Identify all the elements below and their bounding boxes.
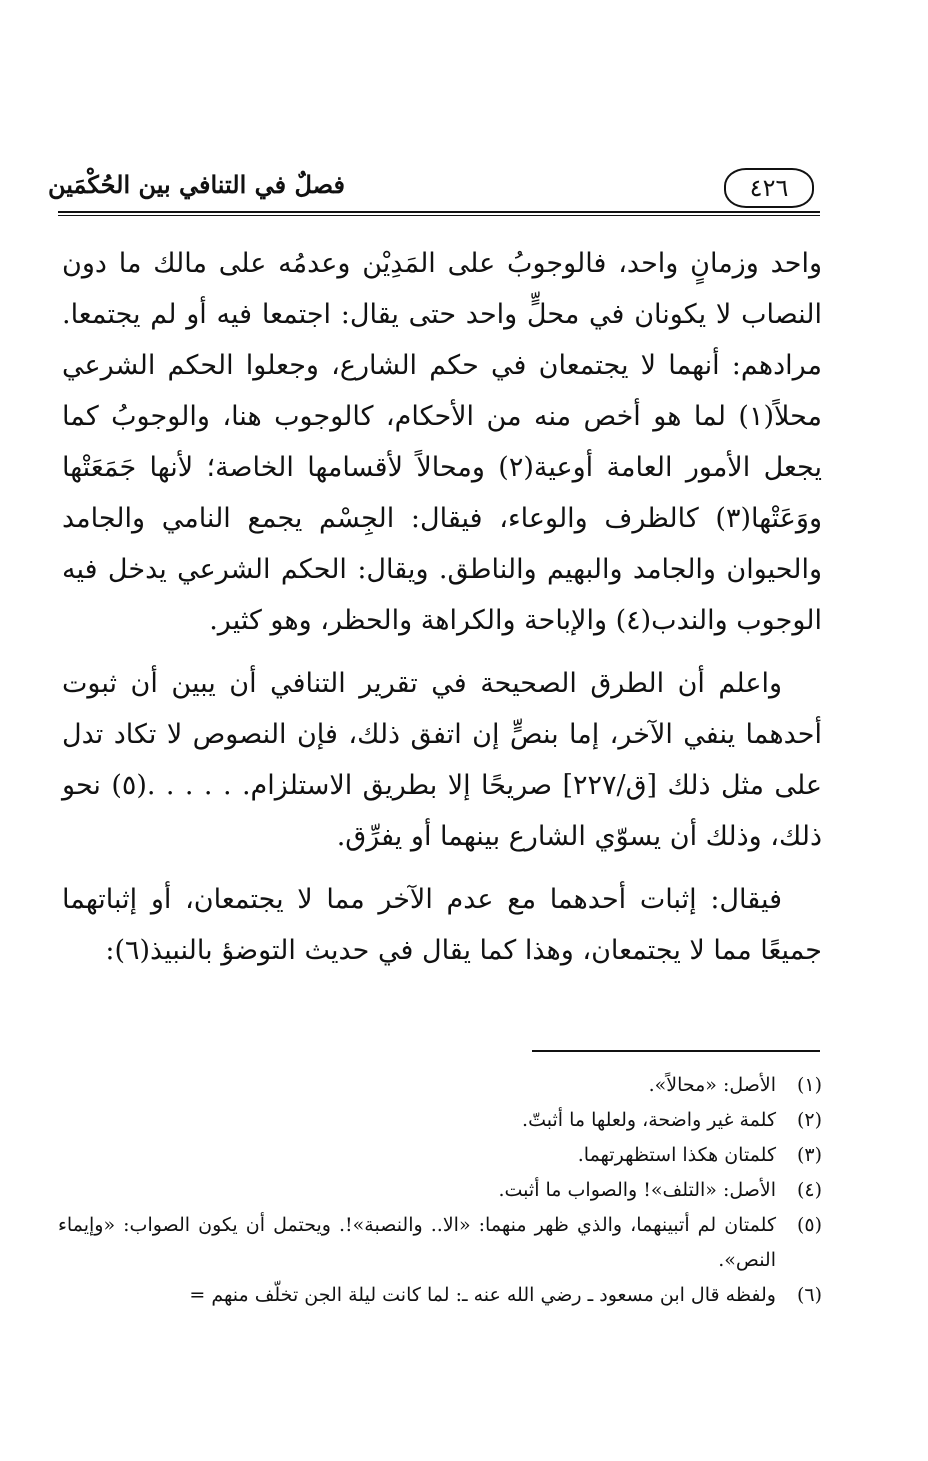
footnote: [58, 1068, 822, 1103]
main-text: [62, 238, 822, 976]
footnotes: [58, 1068, 822, 1313]
footnote: [58, 1173, 822, 1208]
footnote-number: (١): [796, 1074, 822, 1096]
footnote-number: (٤): [796, 1179, 822, 1201]
header-rule: [58, 211, 820, 213]
footnote: [58, 1278, 822, 1313]
footnote-number: (٦): [796, 1284, 822, 1306]
paragraph: واحد وزمانٍ واحد، فالوجوبُ على المَدِيْن وعدمُه على مالك ما دون النصاب لا يكونان في محلٍّ واحد حتى يقال: اجتمعا فيه أو لم يجتمعا. مرادهم: أنهما لا يجتمعان في حكم الشارع، وجعلوا الحكم الشرعي محلاً(١) لما هو أخص منه من الأحكام، كالوجوب هنا، والوجوبُ كما يجعل الأمور العامة أوعية(٢) ومحالاً لأقسامها الخاصة؛ لأنها جَمَعَتْها ووَعَتْها(٣) كالظرف والوعاء، فيقال: الجِسْم يجمع النامي والجامد والحيوان والجامد والبهيم والناطق. ويقال: الحكم الشرعي يدخل فيه الوجوب والندب(٤) والإباحة والكراهة والحظر، وهو كثير.: [62, 248, 822, 636]
footnote-text: الأصل: «التلف»! والصواب ما أثبت.: [498, 1179, 776, 1201]
paragraph: فيقال: إثبات أحدهما مع عدم الآخر مما لا يجتمعان، أو إثباتهما جميعًا مما لا يجتمعان، وهذا كما يقال في حديث التوضؤ بالنبيذ(٦):: [62, 884, 822, 966]
page-header: [40, 168, 822, 212]
header-rule-thin: [58, 215, 820, 216]
footnote-text: كلمتان هكذا استظهرتهما.: [577, 1144, 776, 1166]
footnote-text: ولفظه قال ابن مسعود ـ رضي الله عنه ـ: لما كانت ليلة الجن تخلّف منهم =: [189, 1284, 776, 1306]
paragraph: واعلم أن الطرق الصحيحة في تقرير التنافي أن يبين أن ثبوت أحدهما ينفي الآخر، إما بنصٍّ إن اتفق ذلك، فإن النصوص لا تكاد تدل على مثل ذلك [ق/٢٢٧] صريحًا إلا بطريق الاستلزام. . . . . .(٥) نحو ذلك، وذلك أن يسوّي الشارع بينهما أو يفرِّق.: [62, 668, 822, 852]
footnote: [58, 1138, 822, 1173]
footnote-number: (٥): [796, 1214, 822, 1236]
footnote-separator: [532, 1050, 820, 1052]
footnote-text: كلمة غير واضحة، ولعلها ما أثبتّ.: [522, 1109, 776, 1131]
footnote-number: (٢): [796, 1109, 822, 1131]
footnote-number: (٣): [796, 1144, 822, 1166]
page-number: ٤٢٦: [724, 168, 814, 208]
footnote: [58, 1103, 822, 1138]
footnote: [58, 1208, 822, 1278]
running-title: فصلٌ في التنافي بين الحُكْمَين: [48, 170, 345, 199]
footnote-text: الأصل: «محالاً».: [648, 1074, 776, 1096]
footnote-text: كلمتان لم أتبينهما، والذي ظهر منهما: «الا.. والنصبة»!. ويحتمل أن يكون الصواب: «وإيماء النص».: [58, 1214, 776, 1271]
